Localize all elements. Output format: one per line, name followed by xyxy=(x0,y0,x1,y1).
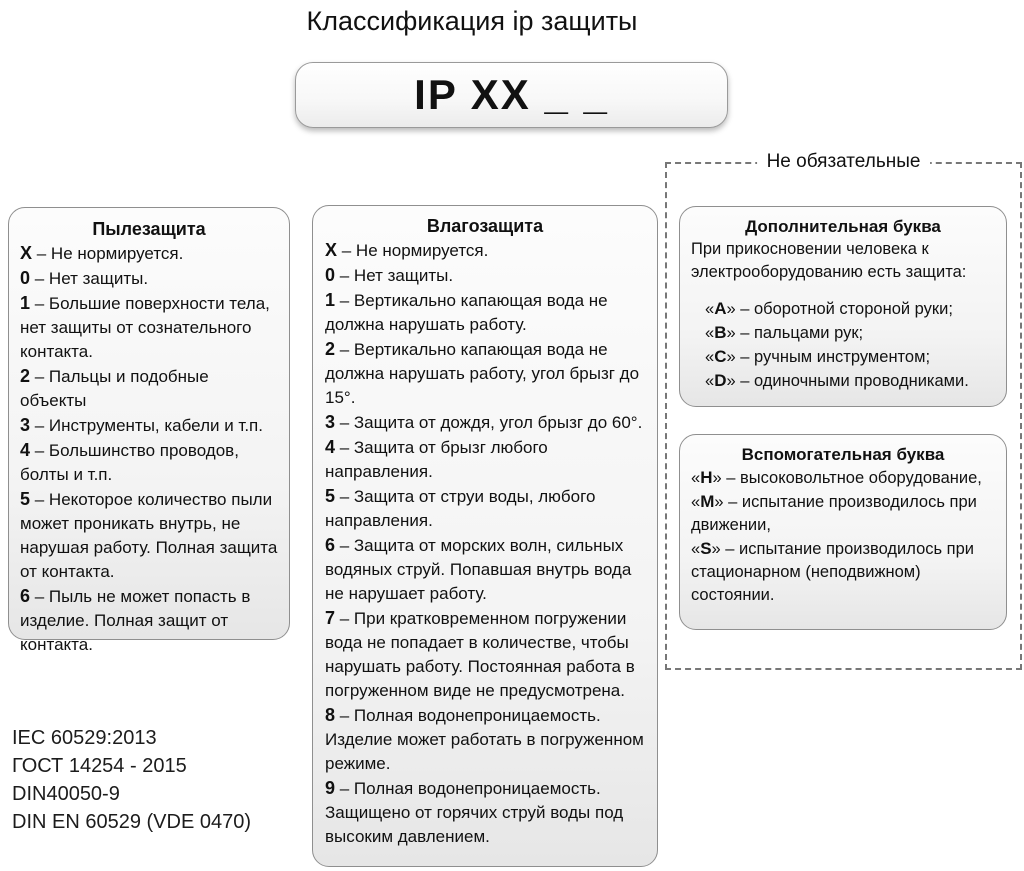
standards-list xyxy=(12,724,251,836)
dust-items xyxy=(20,241,278,657)
auxiliary-letter-items xyxy=(691,466,995,607)
ip-code-box xyxy=(295,62,728,128)
standard-line: IEC 60529:2013 xyxy=(12,727,157,749)
optional-group xyxy=(665,151,1022,670)
protection-item: 3 – Инструменты, кабели и т.п. xyxy=(20,415,263,435)
standard-line: DIN EN 60529 (VDE 0470) xyxy=(12,811,252,833)
protection-item: «A» – оборотной стороной руки; xyxy=(705,299,953,318)
protection-item: 2 – Вертикально капающая вода не должна нарушать работу, угол брызг до 15°. xyxy=(325,339,640,407)
ip-code-text: IP XX _ _ xyxy=(414,71,609,118)
protection-item: 1 – Большие поверхности тела, нет защиты от сознательного контакта. xyxy=(20,293,270,361)
page-title: Классификация ip защиты xyxy=(306,6,638,36)
additional-letter-panel xyxy=(679,206,1007,407)
standard-line: ГОСТ 14254 - 2015 xyxy=(12,755,187,777)
optional-group-label: Не обязательные xyxy=(757,151,931,173)
protection-item: 3 – Защита от дождя, угол брызг до 60°. xyxy=(325,412,643,432)
protection-item: «D» – одиночными проводниками. xyxy=(705,371,969,390)
protection-item: «S» – испытание производилось при стационарном (неподвижном) состоянии. xyxy=(691,539,975,604)
protection-item: 7 – При кратковременном погружении вода не попадает в количестве, чтобы нарушать работу. Постоянная работа в погруженном виде не предусмотрена. xyxy=(325,608,635,700)
protection-item: «C» – ручным инструментом; xyxy=(705,347,931,366)
protection-item: 1 – Вертикально капающая вода не должна нарушать работу. xyxy=(325,290,608,334)
protection-item: 4 – Защита от брызг любого направления. xyxy=(325,437,548,481)
protection-item: 4 – Большинство проводов, болты и т.п. xyxy=(20,440,239,484)
additional-letter-title: Дополнительная буква xyxy=(745,217,941,236)
protection-item: «M» – испытание производилось при движении, xyxy=(691,492,977,534)
dust-protection-panel xyxy=(8,207,290,654)
protection-item: X – Не нормируется. xyxy=(20,243,184,263)
protection-item: «H» – высоковольтное оборудование, xyxy=(691,468,982,487)
standard-line: DIN40050-9 xyxy=(12,783,120,805)
protection-item: 6 – Защита от морских волн, сильных водяных струй. Попавшая внутрь вода не нарушает работу. xyxy=(325,535,632,603)
protection-item: X – Не нормируется. xyxy=(325,240,489,260)
auxiliary-letter-title: Вспомогательная буква xyxy=(741,445,945,464)
protection-item: 2 – Пальцы и подобные объекты xyxy=(20,366,209,410)
protection-item: 6 – Пыль не может попасть в изделие. Полная защит от контакта. xyxy=(20,586,251,654)
protection-item: «B» – пальцами рук; xyxy=(705,323,864,342)
protection-item: 0 – Нет защиты. xyxy=(20,268,149,288)
moisture-panel-title: Влагозащита xyxy=(426,216,544,236)
protection-item: 8 – Полная водонепроницаемость. Изделие может работать в погруженном режиме. xyxy=(325,705,644,773)
auxiliary-letter-panel xyxy=(679,434,1007,630)
moisture-protection-panel xyxy=(312,205,658,867)
protection-item: 0 – Нет защиты. xyxy=(325,265,454,285)
additional-letter-items xyxy=(691,297,995,393)
additional-letter-intro: При прикосновении человека к электрооборудованию есть защита: xyxy=(691,240,967,281)
protection-item: 5 – Некоторое количество пыли может проникать внутрь, не нарушая работу. Полная защита от контакта. xyxy=(20,489,278,581)
dust-panel-title: Пылезащита xyxy=(92,219,206,239)
protection-item: 9 – Полная водонепроницаемость. Защищено от горячих струй воды под высоким давлением. xyxy=(325,778,624,846)
moisture-items xyxy=(325,238,645,849)
protection-item: 5 – Защита от струи воды, любого направления. xyxy=(325,486,596,530)
